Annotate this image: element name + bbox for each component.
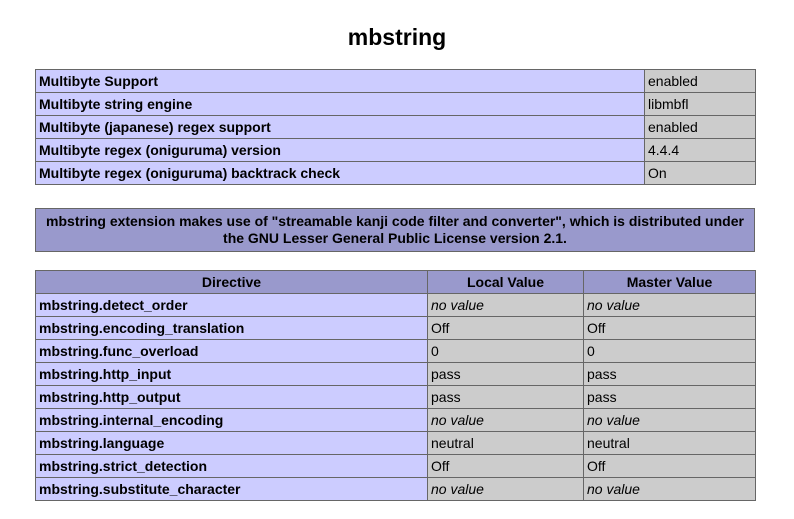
table-row (36, 363, 756, 386)
support-table (35, 69, 756, 185)
local-value: pass (428, 386, 584, 409)
directive-name: mbstring.substitute_character (36, 478, 428, 501)
license-table (35, 208, 755, 252)
master-value: no value (584, 294, 756, 317)
setting-value: 4.4.4 (645, 139, 756, 162)
master-value: pass (584, 386, 756, 409)
master-value: no value (584, 478, 756, 501)
setting-label: Multibyte (japanese) regex support (36, 116, 645, 139)
table-row (36, 340, 756, 363)
setting-label: Multibyte regex (oniguruma) backtrack check (36, 162, 645, 185)
column-header-directive: Directive (36, 271, 428, 294)
setting-label: Multibyte string engine (36, 93, 645, 116)
table-row (36, 432, 756, 455)
table-row (36, 116, 756, 139)
table-row (36, 409, 756, 432)
setting-value: libmbfl (645, 93, 756, 116)
table-row (36, 478, 756, 501)
master-value: 0 (584, 340, 756, 363)
column-header-local-value: Local Value (428, 271, 584, 294)
directive-name: mbstring.http_input (36, 363, 428, 386)
local-value: 0 (428, 340, 584, 363)
table-row (36, 139, 756, 162)
local-value: Off (428, 455, 584, 478)
master-value: pass (584, 363, 756, 386)
local-value: neutral (428, 432, 584, 455)
master-value: Off (584, 317, 756, 340)
master-value: Off (584, 455, 756, 478)
local-value: pass (428, 363, 584, 386)
directive-name: mbstring.detect_order (36, 294, 428, 317)
directive-name: mbstring.encoding_translation (36, 317, 428, 340)
table-row (36, 70, 756, 93)
page-title: mbstring (347, 24, 447, 50)
master-value: neutral (584, 432, 756, 455)
table-row (36, 455, 756, 478)
directive-name: mbstring.strict_detection (36, 455, 428, 478)
directive-name: mbstring.func_overload (36, 340, 428, 363)
table-row (36, 386, 756, 409)
table-row (36, 162, 756, 185)
master-value: no value (584, 409, 756, 432)
local-value: no value (428, 294, 584, 317)
table-row (36, 209, 755, 252)
license-notice: mbstring extension makes use of "streamable kanji code filter and converter", which is distributed under the GNU Lesser General Public License version 2.1. (36, 209, 755, 252)
setting-value: enabled (645, 116, 756, 139)
table-row (36, 294, 756, 317)
setting-label: Multibyte Support (36, 70, 645, 93)
directive-name: mbstring.internal_encoding (36, 409, 428, 432)
table-row (36, 93, 756, 116)
directive-name: mbstring.http_output (36, 386, 428, 409)
table-header-row (36, 271, 756, 294)
setting-value: enabled (645, 70, 756, 93)
directive-table (35, 270, 756, 501)
setting-value: On (645, 162, 756, 185)
local-value: no value (428, 409, 584, 432)
local-value: Off (428, 317, 584, 340)
table-row (36, 317, 756, 340)
column-header-master-value: Master Value (584, 271, 756, 294)
local-value: no value (428, 478, 584, 501)
directive-name: mbstring.language (36, 432, 428, 455)
setting-label: Multibyte regex (oniguruma) version (36, 139, 645, 162)
